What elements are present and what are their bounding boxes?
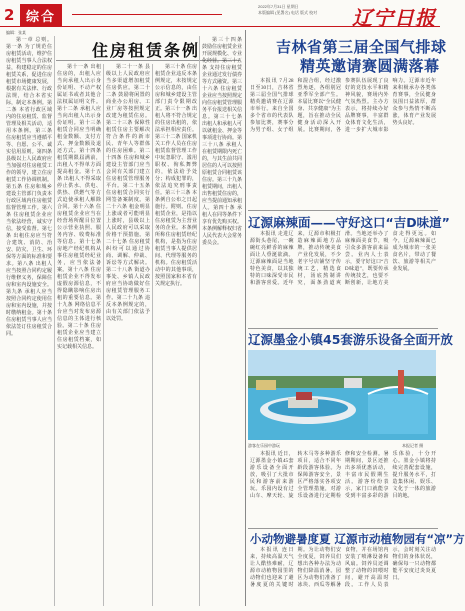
liao-article xyxy=(250,231,436,327)
article-text: 本报讯 近日，辽源墨金小镇45套游乐设备全面开放，吸引了大批市民和游客前来游玩。乐园内设有过山车、摩天轮、旋转木马等多种游乐项目，适合不同年龄段游客体验。为保障游客安全，景区严格落实各项安全管理措施，对游乐设备进行定期检修和安全检测。暑期期间，景区还推出多项优惠活动，丰富市民假期生活。游客纷纷表示，家门口就能享受到丰富多彩的游乐体验，十分开心。墨金小镇将持续完善配套设施，提升服务水平，打造集休闲、娱乐、文化于一体的旅游目的地。 xyxy=(250,452,436,499)
photo-credit: 本报记者 摄 xyxy=(402,443,424,448)
article-column-3 xyxy=(106,64,150,605)
column-divider xyxy=(103,64,104,606)
article-rule xyxy=(248,210,438,211)
park-headline: 辽源墨金小镇45套游乐设备全面开放 xyxy=(248,332,453,347)
jilin-headline-line2: 精英邀请赛圆满落幕 xyxy=(300,57,440,75)
photo-image xyxy=(248,350,436,440)
section-underline xyxy=(72,14,222,15)
liao-headline: 辽源麻辣面——守好这口“吉D味道” xyxy=(248,215,450,230)
article-text: 本报讯 7月28日至30日，吉林省第三届全国气排球精英邀请赛在辽源市举行。来自全国多个省市的代表队参加比赛，赛事分为男子组、女子组和混合组，经过激烈角逐，各组别冠亚季军全部产生。本届比赛以“全民健身、共享健康”为主题，旨在推动全民健身活动深入开展。比赛期间，各参赛队伍展现了良好的竞技水平和精神风貌，赛场内外气氛热烈。主办方表示，将持续办好品牌赛事，丰富群众体育文化生活，进一步扩大城市影响力。辽源市近年来积极承办各类体育赛事，全民健身氛围日益浓厚，群众参与热情不断高涨，体育产业发展势头良好。 xyxy=(250,79,436,133)
column-text: 第一章 总则。第一条 为了规范住房租赁活动，维护住房租赁当事人合法权益，构建稳定的住房租赁关系，促进住房租赁市场健康发展，根据有关法律、行政法规，结合本省实际，制定本条例。第二条 本省行政区域内的住房租赁、监督管理及相关活动，适用本条例。第三条 住房租赁应当遵循平等、自愿、公平、诚实信用原则。第四条 县级以上人民政府应当加强对住房租赁工作的领导，建立住房租赁工作协调机制。第五条 住房和城乡建设主管部门负责本行政区域内住房租赁监督管理工作。第六条 住房租赁企业应当依法经营，诚实守信，接受监督。第七条 出租住房应当符合建筑、消防、治安、防灾、卫生、环保等方面的标准和要求。第八条 出租人应当按照合同约定履行维修义务，保障住房和室内设施安全。第九条 承租人应当按照合同约定使用住房和室内设施，并按时缴纳租金。第十条 住房租赁当事人应当依法签订住房租赁合同。 xyxy=(6,38,52,337)
column-text: 第三十条 住房租赁企业违反本条例规定，未按规定公示信息的，由住房和城乡建设主管部门责令限期改正。第三十一条 出租人将不符合规定的住房出租的，依法承担相应责任。第三十二条 国家机关工作人员在住房租赁监督管理工作中玩忽职守、滥用职权、徇私舞弊的，依法给予处分；构成犯罪的，依法追究刑事责任。第三十三条 本条例自公布之日起施行。附则。住房租赁企业，是指以住房租赁为主营业务的企业。本条例所称住房租赁经纪机构，是指为住房租赁当事人提供居间、代理等服务的机构。住房租赁活动中的其他事项，按照国家和本省有关规定执行。 xyxy=(155,65,197,287)
date-line: 2022年7月31日 星期日 xyxy=(258,4,299,9)
article-column-4 xyxy=(155,64,197,605)
article-text: 本报讯 走进辽源街头巷尾，一碗碗红亮鲜香的麻辣面让人垂涎欲滴。辽源麻辣面是当地特色美食，以其独特的口味深受市民和游客喜爱。近年来，辽源市积极打造麻辣面地方品牌，推动传统美食产业化发展，不少老字号店铺坚守传统工艺，精选食材，汤底熬制讲究，面条劲道爽滑。当地还举办了麻辣面美食节，吸引众多游客前来品尝。业内人士表示，要守好这口“吉D味道”，既要传承传统技艺，也要不断创新，让地方美食走得更远。如今，辽源麻辣面已成为城市的一张美食名片，带动了餐饮、旅游等相关产业发展。 xyxy=(250,232,436,286)
editor-line: 本版编辑 (见署名) 电话 版式 校对 xyxy=(258,10,318,15)
column-text: 第三十四条 鼓励住房租赁企业开展规模化、专业化经营。第三十五条 支持住房租赁企业通过发行债券等方式融资。第三十六条 住房租赁企业应当按照规定向住房租赁管理服务平台报送相关信息。第三十七条 出租人和承租人可以就租金、押金等事项进行协商。第三十八条 承租人在租赁期限内死亡的，与其生前共同居住的人可以按照原租赁合同租赁该住房。第三十九条 租赁期间，出租人出售租赁住房的，应当提前通知承租人。第四十条 承租人在同等条件下享有优先购买权。本条例解释权归省人民代表大会常务委员会。 xyxy=(202,38,243,246)
article-column-1 xyxy=(6,37,52,605)
newspaper-logo: 辽宁日报 xyxy=(352,6,436,30)
article-rule xyxy=(248,528,438,529)
masthead-rule xyxy=(0,26,440,27)
column-text: 第十一条 出租住房的，出租人应当向承租人出示身份证明、不动产权属证书或者其他合法权属证明文件。第十二条 承租人应当向出租人出示身份证明。第十三条 租赁合同应当明确租金数额、支付方式、押金数额及退还方式。第十四条 租赁期限届满前，出租人不得单方面提高租金。第十五条 出租人不得采取停止供水、供电、供热、供燃气等方式迫使承租人解除合同。第十六条 住房租赁企业应当在经营场所醒目位置公示营业执照、服务内容、收费标准等信息。第十七条 房地产经纪机构从事住房租赁经纪业务，应当依法备案。第十八条 住房租赁企业不得发布虚假房源信息，不得隐瞒影响住房出租的重要信息。第十九条 网络信息平台应当对发布房源信息的主体进行核验。第二十条 住房租赁企业应当建立住房租赁档案，如实记载相关信息。 xyxy=(57,65,101,350)
column-divider xyxy=(54,36,55,606)
masthead xyxy=(0,0,440,30)
park-article xyxy=(250,451,436,527)
page-number: 2 xyxy=(4,6,15,24)
photo-caption: 游客在乐园中游玩 xyxy=(248,443,280,448)
section-label: 综合 xyxy=(20,4,62,27)
column-divider xyxy=(199,36,200,606)
article-rule xyxy=(248,328,438,329)
jilin-headline-line1: 吉林省第三届全国气排球 xyxy=(276,38,447,56)
zoo-headline: 小动物避暑度夏 辽源市动植物园有“凉”方 xyxy=(250,532,465,546)
zoo-article xyxy=(250,547,436,607)
jilin-article xyxy=(250,78,436,208)
page-divider xyxy=(245,30,246,606)
editor-credit: 编辑：张某 xyxy=(6,30,26,35)
article-column-2 xyxy=(57,64,101,605)
article-text: 本报讯 连日来，持续高温天气让人酷热难耐，辽源市动植物园里的动物们也迎来了避暑度夏的关键时期。为让动物们安全度夏，饲养员们想出各种办法为动物们降温消暑。园区为动物们准备了冰块、西瓜等解暑食物，并在场馆内安装了喷淋设备和风扇。饲养员还调整了动物的饲喂时间，避开高温时段。工作人员表示，会时刻关注动物们的身体状况，确保每一只动物都能平安度过炎炎夏日。 xyxy=(250,548,436,588)
column-divider xyxy=(152,64,153,606)
column-text: 第二十一条 县级以上人民政府应当多渠道增加租赁住房供应。第二十二条 鼓励将闲置的商业办公用房、工业厂房等按照规定改建为租赁住房。第二十三条 保障性租赁住房主要解决符合条件的新市民、青年人等群体的住房困难。第二十四条 住房和城乡建设主管部门应当会同有关部门建立住房租赁管理服务平台。第二十五条 住房租赁合同实行网签备案制度。第二十六条 租金明显上涨或者可能明显上涨时，县级以上人民政府可以采取价格干预措施。第二十七条 住房租赁纠纷可以通过协商、调解、仲裁、诉讼等方式解决。第二十八条 街道办事处、乡镇人民政府应当协助做好住房租赁管理服务工作。第二十九条 违反本条例规定的，由有关部门依法予以处罚。 xyxy=(106,65,150,322)
amusement-park-photo xyxy=(248,350,436,440)
article-column-5 xyxy=(202,37,242,605)
main-headline: 住房租赁条例 xyxy=(92,41,201,60)
